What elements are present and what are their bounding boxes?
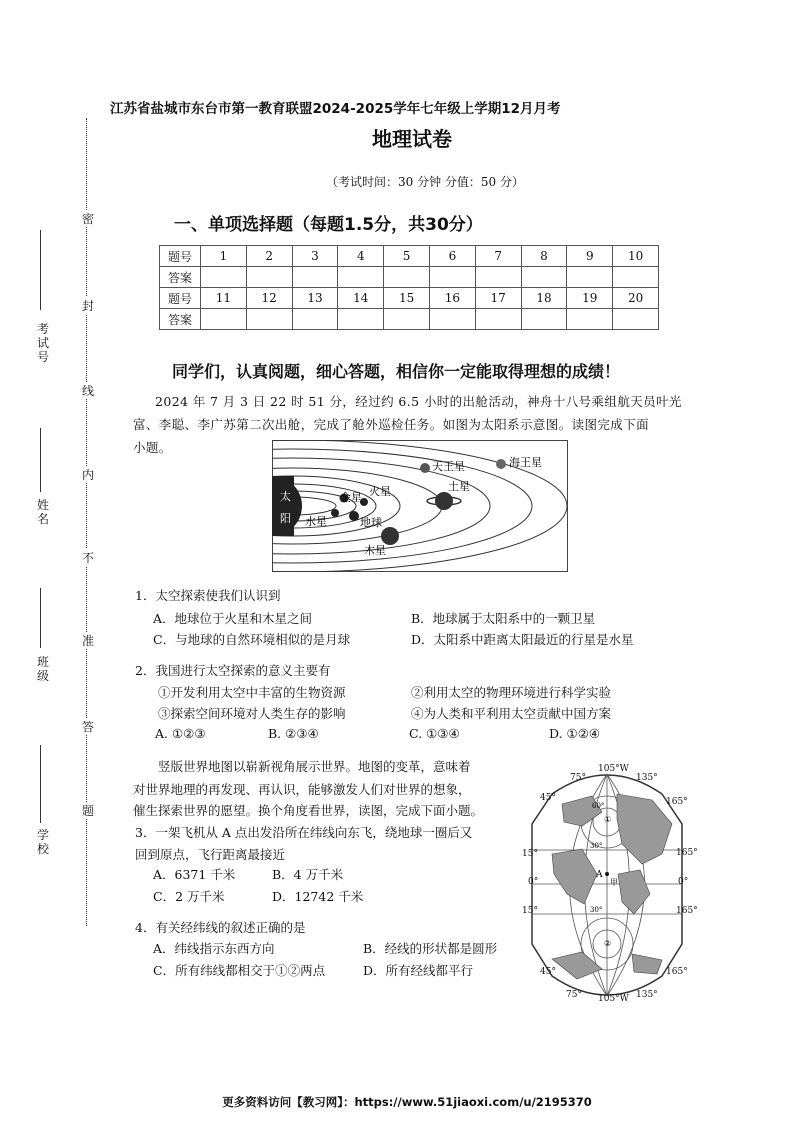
planet-label: 地球: [360, 516, 382, 529]
sun-label: 太: [280, 490, 291, 503]
point-a-label: A: [596, 870, 603, 880]
answer-cell[interactable]: [567, 267, 613, 288]
field-exam-number-line[interactable]: [40, 230, 41, 310]
passage-line: 小题。: [133, 440, 172, 455]
answer-cell[interactable]: [475, 267, 521, 288]
question-number: 2: [246, 246, 292, 267]
answer-cell[interactable]: [429, 309, 475, 330]
map-lat-label: 45°: [540, 967, 556, 977]
q1-option-a[interactable]: A．地球位于火星和木星之间: [153, 611, 313, 626]
margin-char: 题: [82, 804, 95, 818]
lat-label: 30°: [590, 842, 603, 850]
q2-statement: ②利用太空的物理环境进行科学实验: [411, 685, 612, 700]
table-header-cell: 答案: [160, 309, 201, 330]
margin-char: 答: [82, 720, 95, 734]
question-number: 8: [521, 246, 567, 267]
q4-option-d[interactable]: D．所有经线都平行: [363, 963, 474, 978]
lat-label: 30°: [590, 906, 603, 914]
q1-option-c[interactable]: C．与地球的自然环境相似的是月球: [153, 632, 351, 647]
sun-body: [272, 476, 294, 536]
question-number: 12: [246, 288, 292, 309]
question-number: 18: [521, 288, 567, 309]
planet-label: 水星: [305, 515, 327, 528]
q1-option-d[interactable]: D．太阳系中距离太阳最近的行星是水星: [411, 632, 634, 647]
question-number: 5: [384, 246, 430, 267]
map-lon-label: 75°: [570, 773, 586, 783]
question-number: 13: [292, 288, 338, 309]
map-lon-label: 165°: [666, 797, 688, 807]
planet-label: 金星: [340, 491, 362, 504]
point-b-label: 甲: [610, 878, 618, 887]
table-row: [160, 267, 659, 288]
margin-char: 不: [82, 551, 95, 565]
question-number: 9: [567, 246, 613, 267]
lat-label: 60°: [592, 802, 605, 810]
map-lon-label: 165°: [676, 848, 698, 858]
field-exam-number-label: 考试号: [36, 322, 49, 364]
map-lon-label: 105°W: [598, 994, 629, 1004]
q2-option-a[interactable]: A. ①②③: [155, 726, 206, 741]
q3-option-d[interactable]: D．12742 千米: [272, 889, 364, 904]
margin-char: 密: [82, 212, 95, 226]
map-lon-label: 135°: [636, 990, 658, 1000]
question-4-stem: 4．有关经纬线的叙述正确的是: [135, 920, 306, 935]
answer-cell[interactable]: [521, 267, 567, 288]
question-3-stem: 3．一架飞机从 A 点出发沿所在纬线向东飞，绕地球一圈后又: [135, 825, 473, 840]
passage-line: 富、李聪、李广苏第二次出舱，完成了舱外巡检任务。如图为太阳系示意图。读图完成下面: [133, 417, 650, 432]
planet-label: 火星: [369, 485, 391, 498]
question-1-stem: 1．太空探索使我们认识到: [135, 588, 281, 603]
question-3-stem: 回到原点，飞行距离最接近: [135, 847, 286, 862]
uranus-planet: [420, 463, 430, 473]
passage-line: 对世界地理的再发现、再认识，能够激发人们对世界的想象，: [133, 782, 471, 797]
map-lat-label: 15°: [522, 849, 538, 859]
field-name-line[interactable]: [40, 428, 41, 492]
question-number: 3: [292, 246, 338, 267]
question-number: 4: [338, 246, 384, 267]
point-a-marker: [605, 872, 609, 876]
answer-cell[interactable]: [475, 309, 521, 330]
answer-cell[interactable]: [338, 267, 384, 288]
margin-char: 封: [82, 299, 95, 313]
table-row: [160, 309, 659, 330]
planet-label: 木星: [364, 544, 386, 557]
encouragement-text: 同学们，认真阅题，细心答题，相信你一定能取得理想的成绩！: [172, 362, 621, 381]
footer-link[interactable]: 更多资料访问【教习网】：https://www.51jiaoxi.com/u/2195370: [222, 1095, 592, 1109]
q2-option-d[interactable]: D. ①②④: [549, 726, 601, 741]
mercury-planet: [331, 509, 339, 517]
section-heading: 一、单项选择题（每题1.5分，共30分）: [174, 215, 483, 235]
planet-label: 海王星: [509, 456, 542, 469]
margin-char: 内: [82, 468, 95, 482]
question-number: 14: [338, 288, 384, 309]
map-lat-label: 0°: [528, 877, 539, 887]
exam-title-line: 江苏省盐城市东台市第一教育联盟2024-2025学年七年级上学期12月月考: [110, 101, 561, 117]
answer-cell[interactable]: [201, 309, 247, 330]
passage-line: 竖版世界地图以崭新视角展示世界。地图的变革，意味着: [158, 759, 471, 774]
answer-cell[interactable]: [292, 309, 338, 330]
answer-cell[interactable]: [338, 309, 384, 330]
q1-option-b[interactable]: B．地球属于太阳系中的一颗卫星: [411, 611, 596, 626]
question-number: 11: [201, 288, 247, 309]
answer-cell[interactable]: [429, 267, 475, 288]
table-row: [160, 246, 659, 267]
q2-statement: ④为人类和平利用太空贡献中国方案: [411, 706, 612, 721]
passage-line: 2024 年 7 月 3 日 22 时 51 分，经过约 6.5 小时的出舱活动，神舟十八号乘组航天员叶光: [155, 394, 682, 409]
answer-cell[interactable]: [567, 309, 613, 330]
question-number: 10: [613, 246, 659, 267]
question-number: 17: [475, 288, 521, 309]
earth-planet: [349, 511, 359, 521]
question-number: 1: [201, 246, 247, 267]
question-number: 15: [384, 288, 430, 309]
table-row: [160, 288, 659, 309]
question-number: 7: [475, 246, 521, 267]
q4-option-a[interactable]: A．纬线指示东西方向: [153, 941, 275, 956]
answer-cell[interactable]: [613, 267, 659, 288]
map-lat-label: 45°: [540, 793, 556, 803]
field-class-line[interactable]: [40, 588, 41, 648]
map-lon-label: 0°: [678, 877, 689, 887]
q2-option-c[interactable]: C. ①③④: [409, 726, 460, 741]
answer-table: [159, 245, 659, 330]
question-number: 6: [429, 246, 475, 267]
margin-char: 线: [82, 384, 95, 398]
map-lon-label: 135°: [636, 773, 658, 783]
table-header-cell: 答案: [160, 267, 201, 288]
field-name-label: 姓 名: [36, 498, 62, 526]
answer-cell[interactable]: [246, 309, 292, 330]
answer-cell[interactable]: [521, 309, 567, 330]
table-header-cell: 题号: [160, 246, 201, 267]
q3-option-a[interactable]: A．6371 千米: [153, 867, 236, 882]
planet-label: 天王星: [432, 460, 465, 473]
map-lon-label: 165°: [676, 906, 698, 916]
map-lon-label: 105°W: [598, 764, 629, 774]
page-title: 地理试卷: [372, 127, 452, 151]
q3-option-b[interactable]: B．4 万千米: [272, 867, 344, 882]
sun-label: 阳: [280, 512, 291, 525]
question-number: 20: [613, 288, 659, 309]
field-school-label: 学校: [36, 828, 49, 856]
field-school-line[interactable]: [40, 745, 41, 823]
q2-statement: ①开发利用太空中丰富的生物资源: [158, 685, 346, 700]
question-number: 16: [429, 288, 475, 309]
table-header-cell: 题号: [160, 288, 201, 309]
neptune-planet: [496, 459, 506, 469]
q4-option-c[interactable]: C．所有纬线都相交于①②两点: [153, 963, 326, 978]
point-2-label: ②: [604, 939, 612, 948]
q2-statement: ③探索空间环境对人类生存的影响: [158, 706, 346, 721]
question-number: 19: [567, 288, 613, 309]
map-lat-label: 15°: [522, 906, 538, 916]
answer-cell[interactable]: [292, 267, 338, 288]
answer-cell[interactable]: [201, 267, 247, 288]
question-2-stem: 2．我国进行太空探索的意义主要有: [135, 663, 331, 678]
q2-option-b[interactable]: B. ②③④: [268, 726, 319, 741]
answer-cell[interactable]: [384, 267, 430, 288]
answer-cell[interactable]: [613, 309, 659, 330]
q3-option-c[interactable]: C．2 万千米: [153, 889, 225, 904]
solar-system-diagram: [272, 440, 568, 572]
margin-char: 准: [82, 634, 95, 648]
answer-cell[interactable]: [246, 267, 292, 288]
field-class-label: 班 级: [36, 655, 62, 683]
passage-line: 催生探索世界的愿望。换个角度看世界，读图，完成下面小题。: [133, 803, 484, 818]
exam-info: （考试时间：30 分钟 分值：50 分）: [326, 175, 524, 189]
map-lon-label: 165°: [666, 967, 688, 977]
q4-option-b[interactable]: B．经线的形状都是圆形: [363, 941, 498, 956]
answer-cell[interactable]: [384, 309, 430, 330]
point-1-label: ①: [604, 815, 612, 824]
map-lon-label: 75°: [566, 990, 582, 1000]
jupiter-planet: [381, 527, 399, 545]
planet-label: 土星: [448, 480, 470, 493]
